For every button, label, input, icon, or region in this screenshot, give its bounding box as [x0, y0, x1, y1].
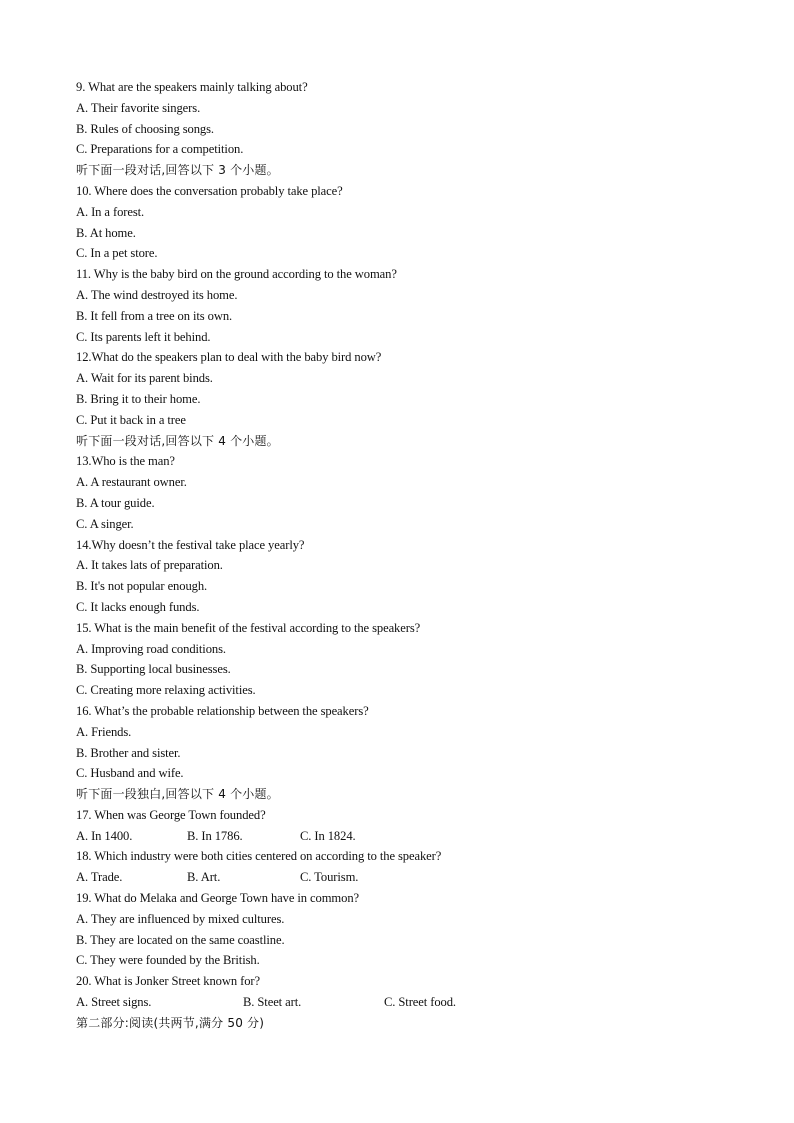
q16-option-a: A. Friends.: [76, 724, 132, 739]
q17-option-b: B. In 1786.: [187, 828, 243, 843]
document-page: [76, 77, 756, 1034]
q20-options: [76, 992, 756, 1013]
question-13-stem: 13.Who is the man?: [76, 454, 175, 469]
section-title-reading: 第二部分:阅读(共两节,满分 50 分): [76, 1015, 265, 1030]
question-12-stem: 12.What do the speakers plan to deal with the baby bird now?: [76, 350, 382, 365]
q17-options: [76, 826, 756, 847]
q20-option-c: C. Street food.: [384, 995, 456, 1010]
q18-options: [76, 867, 756, 888]
q13-option-b: B. A tour guide.: [76, 495, 155, 510]
q9-option-b: B. Rules of choosing songs.: [76, 121, 214, 136]
q11-option-b: B. It fell from a tree on its own.: [76, 308, 233, 323]
question-11-stem: 11. Why is the baby bird on the ground according to the woman?: [76, 267, 397, 282]
question-14-stem: 14.Why doesn’t the festival take place yearly?: [76, 537, 305, 552]
q9-option-c: C. Preparations for a competition.: [76, 142, 244, 157]
listening-instruction-3: 听下面一段独白,回答以下 4 个小题。: [76, 787, 279, 802]
q12-option-b: B. Bring it to their home.: [76, 391, 201, 406]
q14-option-a: A. It takes lats of preparation.: [76, 558, 223, 573]
q14-option-b: B. It's not popular enough.: [76, 579, 208, 594]
question-16-stem: 16. What’s the probable relationship between the speakers?: [76, 703, 369, 718]
q9-option-a: A. Their favorite singers.: [76, 100, 201, 115]
question-15-stem: 15. What is the main benefit of the festival according to the speakers?: [76, 620, 421, 635]
q13-option-a: A. A restaurant owner.: [76, 475, 187, 490]
q19-option-b: B. They are located on the same coastline.: [76, 932, 285, 947]
q10-option-c: C. In a pet store.: [76, 246, 158, 261]
q15-option-c: C. Creating more relaxing activities.: [76, 683, 256, 698]
q11-option-c: C. Its parents left it behind.: [76, 329, 211, 344]
q10-option-b: B. At home.: [76, 225, 136, 240]
question-20-stem: 20. What is Jonker Street known for?: [76, 974, 260, 989]
listening-instruction-1: 听下面一段对话,回答以下 3 个小题。: [76, 163, 279, 178]
q10-option-a: A. In a forest.: [76, 204, 145, 219]
q16-option-c: C. Husband and wife.: [76, 766, 184, 781]
listening-instruction-2: 听下面一段对话,回答以下 4 个小题。: [76, 433, 279, 448]
q17-option-c: C. In 1824.: [300, 828, 356, 843]
q13-option-c: C. A singer.: [76, 516, 134, 531]
question-17-stem: 17. When was George Town founded?: [76, 807, 266, 822]
q11-option-a: A. The wind destroyed its home.: [76, 287, 238, 302]
q12-option-c: C. Put it back in a tree: [76, 412, 186, 427]
q20-option-a: A. Street signs.: [76, 995, 152, 1010]
q15-option-a: A. Improving road conditions.: [76, 641, 226, 656]
q15-option-b: B. Supporting local businesses.: [76, 662, 231, 677]
q18-option-c: C. Tourism.: [300, 870, 359, 885]
q19-option-c: C. They were founded by the British.: [76, 953, 260, 968]
question-9-stem: 9. What are the speakers mainly talking about?: [76, 80, 308, 94]
question-10-stem: 10. Where does the conversation probably take place?: [76, 183, 343, 198]
q19-option-a: A. They are influenced by mixed cultures.: [76, 911, 285, 926]
q18-option-b: B. Art.: [187, 870, 221, 885]
q18-option-a: A. Trade.: [76, 870, 123, 885]
question-18-stem: 18. Which industry were both cities centered on according to the speaker?: [76, 849, 442, 864]
q14-option-c: C. It lacks enough funds.: [76, 599, 200, 614]
q20-option-b: B. Steet art.: [243, 995, 302, 1010]
q16-option-b: B. Brother and sister.: [76, 745, 181, 760]
q12-option-a: A. Wait for its parent binds.: [76, 371, 213, 386]
question-19-stem: 19. What do Melaka and George Town have in common?: [76, 891, 360, 906]
q17-option-a: A. In 1400.: [76, 828, 133, 843]
